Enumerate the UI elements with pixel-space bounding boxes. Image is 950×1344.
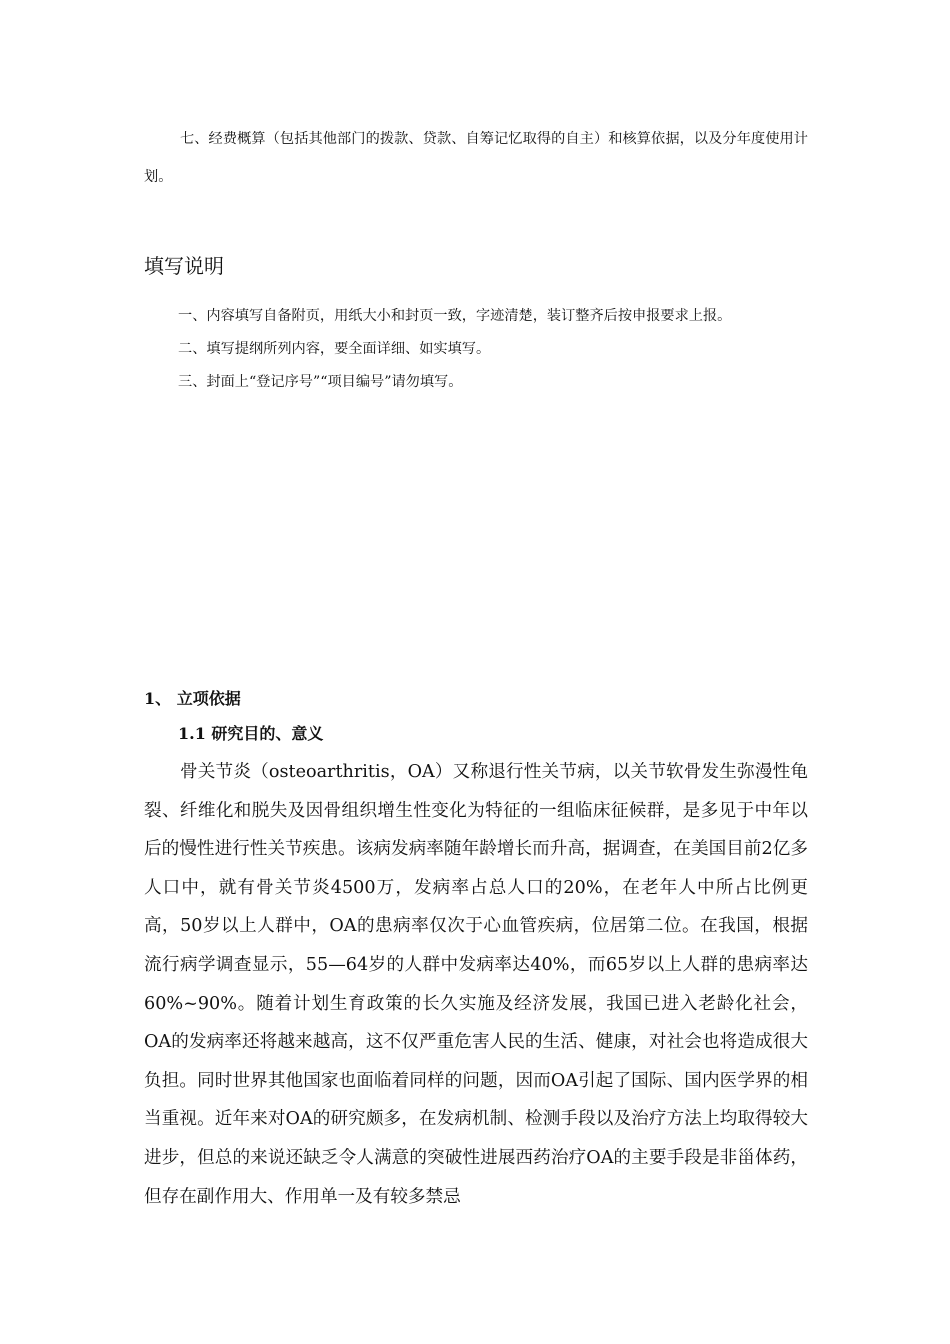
section-subtitle: 1.1 研究目的、意义 [178, 724, 324, 743]
instruction-item: 一、内容填写自备附页，用纸大小和封页一致，字迹清楚，装订整齐后按申报要求上报。 [178, 308, 732, 324]
instructions-heading: 填写说明 [144, 254, 224, 278]
budget-section [144, 120, 808, 196]
instructions-list [178, 300, 818, 399]
budget-paragraph: 七、经费概算（包括其他部门的拨款、贷款、自筹记忆取得的自主）和核算依据，以及分年度使用计划。 [144, 131, 808, 185]
section-body-paragraph: 骨关节炎（osteoarthritis，OA）又称退行性关节病，以关节软骨发生弥漫性龟裂、纤维化和脱失及因骨组织增生性变化为特征的一组临床征候群，是多见于中年以后的慢性进行性关节疾患。该病发病率随年龄增长而升高，据调查，在美国目前2亿多人口中，就有骨关节炎4500万，发病率占总人口的20%，在老年人中所占比例更高，50岁以上人群中，OA的患病率仅次于心血管疾病，位居第二位。在我国，根据流行病学调查显示，55—64岁的人群中发病率达40%，而65岁以上人群的患病率达60%~90%。随着计划生育政策的长久实施及经济发展，我国已进入老龄化社会，OA的发病率还将越来越高，这不仅严重危害人民的生活、健康，对社会也将造成很大负担。同时世界其他国家也面临着同样的问题，因而OA引起了国际、国内医学界的相当重视。近年来对OA的研究颇多，在发病机制、检测手段以及治疗方法上均取得较大进步，但总的来说还缺乏令人满意的突破性进展西药治疗OA的主要手段是非甾体药，但存在副作用大、作用单一及有较多禁忌 [144, 762, 808, 1207]
section-title: 1、 立项依据 [144, 689, 241, 708]
instruction-item: 三、封面上“登记序号”“项目编号”请勿填写。 [178, 374, 463, 390]
instruction-item: 二、填写提纲所列内容，要全面详细、如实填写。 [178, 341, 491, 357]
